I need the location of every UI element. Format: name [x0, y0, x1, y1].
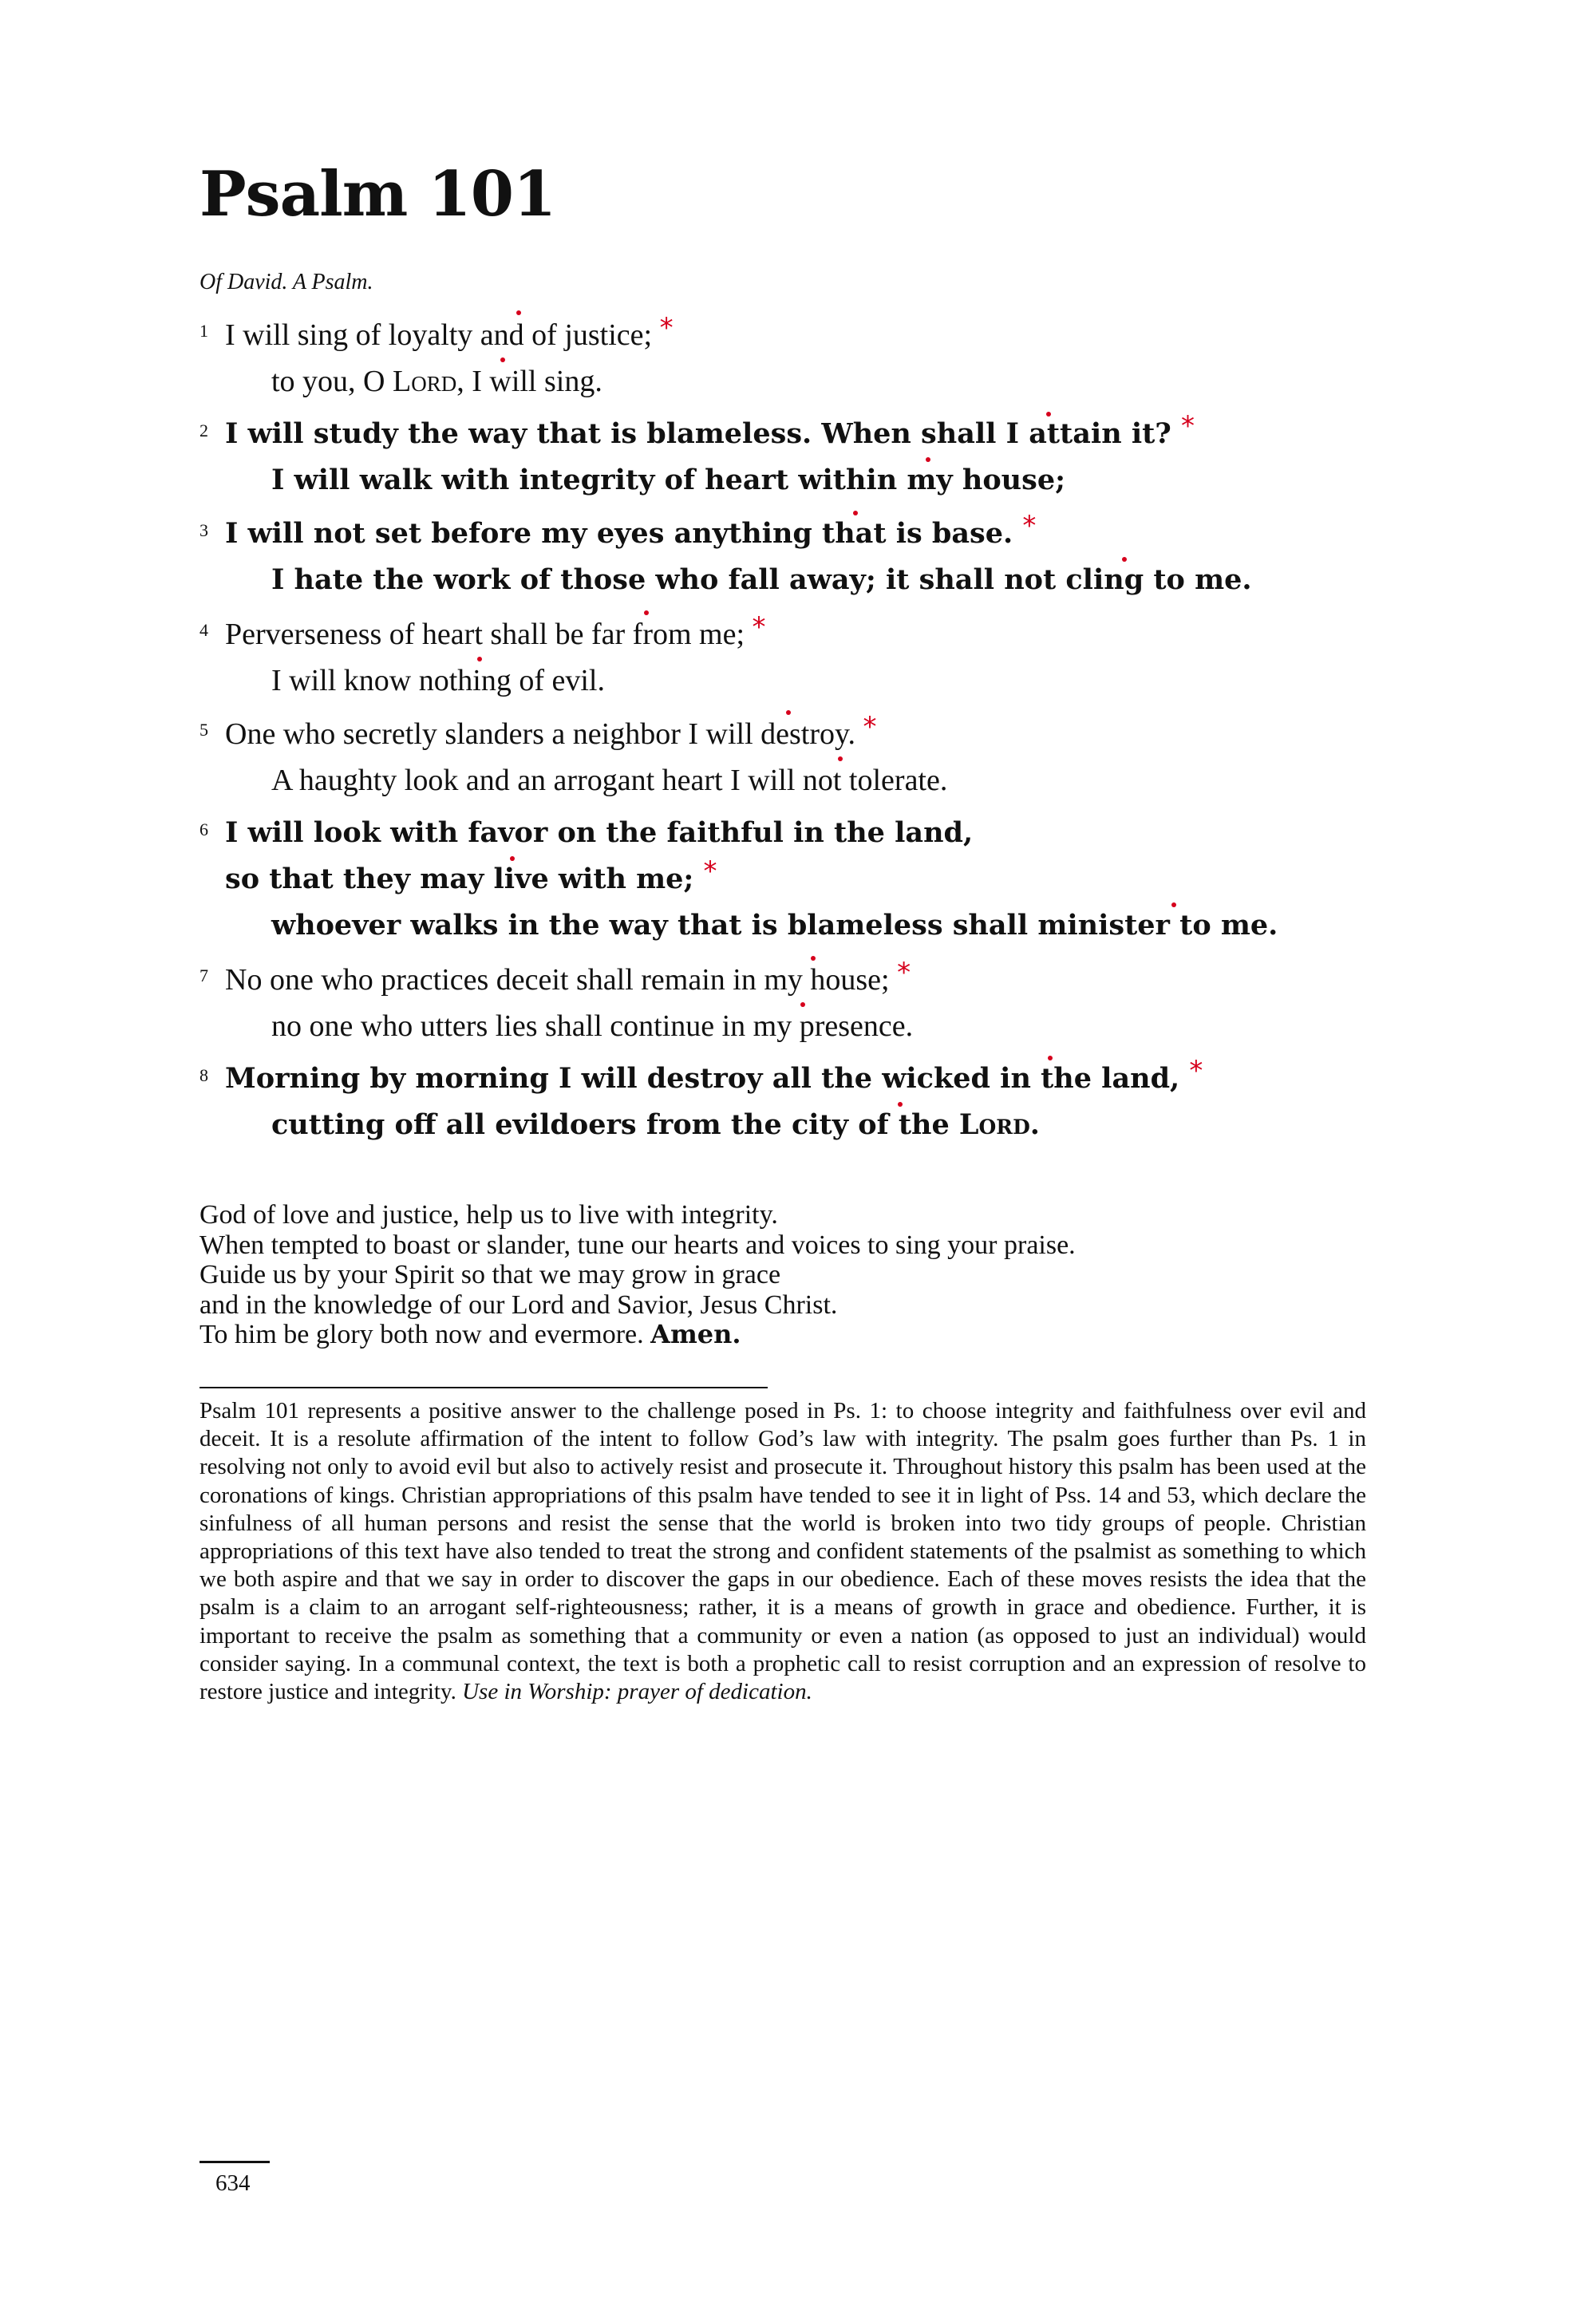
- verse-text: so that they may live with me;: [225, 863, 694, 895]
- verse-4-line-a: [225, 611, 766, 651]
- verse-number: 6: [200, 819, 208, 839]
- pointing-dot: [1048, 1056, 1053, 1060]
- mediation-asterisk: *: [703, 855, 717, 887]
- prayer-line-final: [200, 1320, 1076, 1350]
- pointing-dot: [1046, 412, 1051, 417]
- verse-text: I will study the way that is blameless. When shall I attain it?: [225, 417, 1171, 450]
- prayer-line: When tempted to boast or slander, tune our hearts and voices to sing your praise.: [200, 1230, 1076, 1260]
- pointing-dot: [644, 610, 649, 615]
- psalm-superscription: Of David. A Psalm.: [200, 270, 373, 294]
- verse-text: cutting off all evildoers from the city of the: [271, 1108, 959, 1141]
- pointing-dot: [1171, 902, 1176, 907]
- verse-3-line-a: [225, 510, 1037, 550]
- commentary: [200, 1397, 1366, 1706]
- mediation-asterisk: *: [863, 711, 877, 743]
- verse-5-line-b: A haughty look and an arrogant heart I will not tolerate.: [271, 764, 948, 797]
- psalm-prayer: [200, 1200, 1076, 1350]
- verse-text: Perverseness of heart shall be far from me;: [225, 618, 745, 651]
- verse-7-line-a: [225, 957, 911, 997]
- verse-6-line-b: whoever walks in the way that is blameless shall minister to me.: [271, 909, 1278, 942]
- lord-smallcaps: Lord: [393, 365, 457, 398]
- verse-number: 7: [200, 965, 208, 985]
- verse-text: to you, O: [271, 365, 393, 398]
- pointing-dot: [838, 756, 843, 761]
- mediation-asterisk: *: [659, 312, 674, 344]
- pointing-dot: [510, 856, 515, 861]
- pointing-dot: [516, 310, 521, 315]
- commentary-divider: [200, 1387, 768, 1388]
- pointing-dot: [800, 1002, 805, 1007]
- verse-7-line-b: no one who utters lies shall continue in my presence.: [271, 1009, 914, 1043]
- verse-number: 1: [200, 321, 208, 341]
- verse-8-line-b: [271, 1108, 1040, 1141]
- mediation-asterisk: *: [1189, 1055, 1203, 1087]
- pointing-dot: [1122, 557, 1127, 562]
- page-title: Psalm 101: [200, 158, 556, 231]
- verse-text: I will sing of loyalty and of justice;: [225, 318, 653, 352]
- prayer-line: God of love and justice, help us to live with integrity.: [200, 1200, 778, 1230]
- page-number-rule: [200, 2161, 270, 2163]
- verse-2-line-b: I will walk with integrity of heart within my house;: [271, 464, 1066, 496]
- verse-4-line-b: I will know nothing of evil.: [271, 664, 605, 697]
- mediation-asterisk: *: [897, 957, 911, 989]
- verse-number: 2: [200, 421, 208, 440]
- mediation-asterisk: *: [752, 611, 766, 643]
- verse-text: Morning by morning I will destroy all the wicked in the land,: [225, 1062, 1180, 1095]
- verse-8-line-a: [225, 1055, 1203, 1095]
- verse-1-line-a: [225, 312, 674, 352]
- verse-number: 8: [200, 1065, 208, 1085]
- verse-text: , I will sing.: [456, 365, 602, 398]
- commentary-text: Psalm 101 represents a positive answer to the challenge posed in Ps. 1: to choose integrity and faithfulness over evil and deceit. It is a resolute affirmation of the intent to follow God’s law with integrity. The psalm goes further than Ps. 1 in resolving not only to avoid evil but also to actively resist and prosecute it. Throughout history this psalm has been used at the coronations of kings. Christian appropriations of this psalm have tended to see it in light of Pss. 14 and 53, which declare the sinfulness of all human persons and resist the sense that the world is broken into two tidy groups of people. Christian appropriations of this text have also tended to treat the strong and confident statements of the psalmist as something to which we both aspire and that we say in order to discover the gaps in our obedience. Each of these moves resists the idea that the psalm is a claim to an arrogant self-righteousness; rather, it is a means of growth in grace and obedience. Further, it is important to receive the psalm as something that a community or even a nation (as opposed to just an individual) would consider saying. In a communal context, the text is both a prophetic call to resist corruption and an expression of resolve to restore justice and integrity.: [200, 1398, 1366, 1705]
- verse-2-line-a: [225, 410, 1195, 450]
- pointing-dot: [500, 357, 505, 362]
- verse-3-line-b: I hate the work of those who fall away; it shall not cling to me.: [271, 563, 1252, 596]
- verse-5-line-a: [225, 711, 877, 751]
- verse-text: .: [1029, 1108, 1040, 1141]
- verse-6-line-a2: [225, 855, 717, 895]
- verse-1-line-b: [271, 366, 602, 397]
- mediation-asterisk: *: [1180, 410, 1195, 442]
- verse-number: 4: [200, 620, 208, 640]
- pointing-dot: [786, 710, 791, 715]
- pointing-dot: [477, 657, 482, 661]
- verse-text: No one who practices deceit shall remain in my house;: [225, 963, 890, 997]
- verse-text: I will not set before my eyes anything that is base.: [225, 517, 1013, 550]
- verse-6-line-a: I will look with favor on the faithful in the land,: [225, 816, 974, 849]
- lord-smallcaps: Lord: [958, 1108, 1030, 1141]
- pointing-dot: [898, 1102, 903, 1107]
- use-in-worship: Use in Worship: prayer of dedication.: [462, 1679, 812, 1705]
- page-number: 634: [215, 2170, 251, 2196]
- pointing-dot: [853, 511, 858, 515]
- prayer-amen: Amen.: [650, 1319, 741, 1349]
- verse-number: 5: [200, 720, 208, 740]
- prayer-line: and in the knowledge of our Lord and Savior, Jesus Christ.: [200, 1289, 838, 1320]
- prayer-line: Guide us by your Spirit so that we may grow in grace: [200, 1260, 781, 1289]
- prayer-line: To him be glory both now and evermore.: [200, 1320, 644, 1349]
- verse-number: 3: [200, 520, 208, 540]
- pointing-dot: [926, 457, 930, 462]
- pointing-dot: [811, 956, 816, 961]
- mediation-asterisk: *: [1022, 510, 1037, 542]
- verse-text: One who secretly slanders a neighbor I will destroy.: [225, 717, 856, 751]
